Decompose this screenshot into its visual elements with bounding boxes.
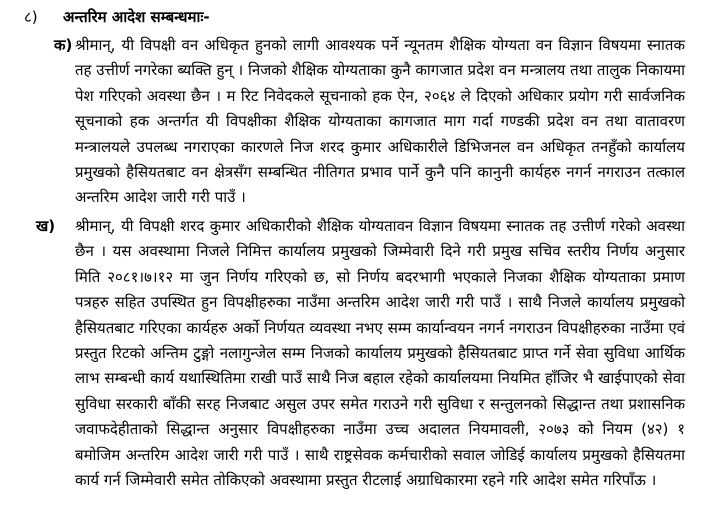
section-number: ८) bbox=[24, 8, 38, 26]
section-heading bbox=[0, 6, 723, 30]
item-paragraph-kha: श्रीमान्, यी विपक्षी शरद कुमार अधिकारीको शैक्षिक योग्यतावन विज्ञान विषयमा स्नातक तह उत्तीर्ण गरेको अवस्था छैन । यस अवस्थामा निजले निमित्त कार्यालय प्रमुखको जिम्मेवारी दिने गरी प्रमुख सचिव स्तरीय निर्णय अनुसार मिति २०८१।७।१२ मा जुन निर्णय गरिएको छ, सो निर्णय बदरभागी भएकाले निजका शैक्षिक योग्यताका प्रमाण पत्रहरु सहित उपस्थित हुन विपक्षीहरुका नाउँमा अन्तरिम आदेश जारी गरी पाउँ । साथै निजले कार्यालय प्रमुखको हैसियतबाट गरिएका कार्यहरु अर्को निर्णयत व्यवस्था नभए सम्म कार्यान्वयन नगर्न नगराउन विपक्षीहरुका नाउँमा एवं प्रस्तुत रिटको अन्तिम टुङ्गो नलागुन्जेल सम्म निजको कार्यालय प्रमुखको हैसियतबाट प्राप्त गर्ने सेवा सुविधा आर्थिक लाभ सम्बन्धी कार्य यथास्थितिमा राखी पाउँ साथै निज बहाल रहेको कार्यालयमा नियमित हाँजिर भै खाईपाएको सेवा सुविधा सरकारी बाँकी सरह निजबाट असुल उपर समेत गराउने गरी सुविधा र सन्तुलनको सिद्धान्त तथा प्रशासनिक जवाफदेहीताको सिद्धान्त अनुसार विपक्षीहरुका नाउँमा उच्च अदालत नियमावली, २०७३ को नियम (४२) १ बमोजिम अन्तरिम आदेश जारी गरी पाउँ । साथै राष्ट्रसेवक कर्मचारीको सवाल जोडिई कार्यालय प्रमुखको हैसियतमा कार्य गर्न जिम्मेवारी समेत तोकिएको अवस्थामा प्रस्तुत रीटलाई अग्राधिकारमा रहने गरि आदेश समेत गरिपाँऊ । bbox=[75, 217, 685, 490]
item-label-kha: ख) bbox=[36, 217, 56, 235]
item-paragraph-ka: श्रीमान्, यी विपक्षी वन अधिकृत हुनको लागी आवश्यक पर्ने न्यूनतम शैक्षिक योग्यता वन विज्ञान विषयमा स्नातक तह उत्तीर्ण नगरेका ब्यक्ति हुन् । निजको शैक्षिक योग्यताका कुनै कागजात प्रदेश वन मन्त्रालय तथा तालुक निकायमा पेश गरिएको अवस्था छैन । म रिट निवेदकले सूचनाको हक ऐन, २०६४ ले दिएको अधिकार प्रयोग गरी सार्वजनिक सूचनाको हक अन्तर्गत यी विपक्षीका शैक्षिक योग्यताका कागजात माग गर्दा गण्डकी प्रदेश वन तथा वातावरण मन्त्रालयले उपलब्ध नगराएका कारणले निज शरद कुमार अधिकारीले डिभिजनल वन अधिकृत तनहुँको कार्यालय प्रमुखको हैसियतबाट वन क्षेत्रसँग सम्बन्धित नीतिगत प्रभाव पार्ने कुनै पनि कानुनी कार्यहरु नगर्न नगराउन तत्काल अन्तरिम आदेश जारी गरी पाउँ । bbox=[75, 36, 685, 207]
item-label-ka: क) bbox=[54, 36, 73, 54]
section-title: अन्तरिम आदेश सम्बन्धमाः- bbox=[63, 8, 210, 26]
